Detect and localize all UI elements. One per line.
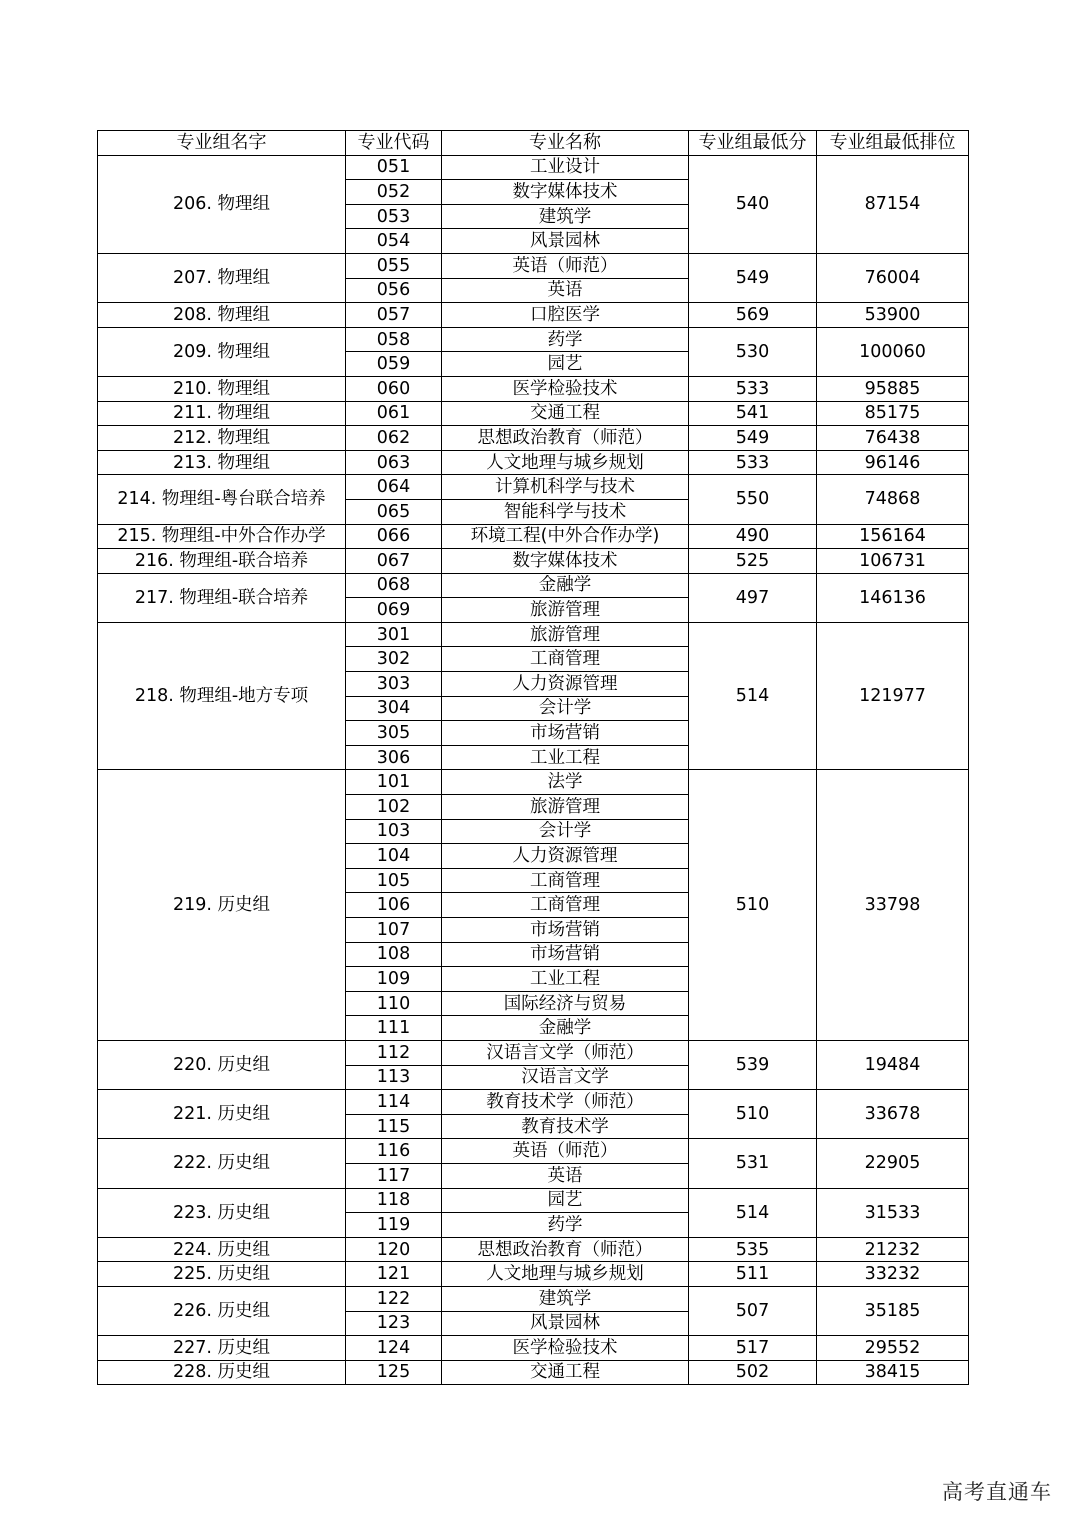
major-name-cell: 教育技术学（师范） xyxy=(442,1090,689,1115)
major-name-cell: 汉语言文学 xyxy=(442,1065,689,1090)
major-name-cell: 智能科学与技术 xyxy=(442,499,689,524)
table-row xyxy=(98,549,969,574)
major-name-cell: 工商管理 xyxy=(442,893,689,918)
major-code-cell: 117 xyxy=(346,1163,442,1188)
group-name-cell: 212. 物理组 xyxy=(98,426,346,451)
min-rank-cell: 19484 xyxy=(817,1040,969,1089)
major-name-cell: 教育技术学 xyxy=(442,1114,689,1139)
major-code-cell: 063 xyxy=(346,450,442,475)
table-row xyxy=(98,1188,969,1213)
table-row xyxy=(98,426,969,451)
major-name-cell: 环境工程(中外合作办学) xyxy=(442,524,689,549)
major-name-cell: 风景园林 xyxy=(442,229,689,254)
major-name-cell: 旅游管理 xyxy=(442,598,689,623)
header-major-name: 专业名称 xyxy=(442,131,689,156)
min-score-cell: 550 xyxy=(689,475,817,524)
min-rank-cell: 156164 xyxy=(817,524,969,549)
major-name-cell: 会计学 xyxy=(442,696,689,721)
major-code-cell: 124 xyxy=(346,1336,442,1361)
table-row xyxy=(98,155,969,180)
major-code-cell: 304 xyxy=(346,696,442,721)
min-rank-cell: 33798 xyxy=(817,770,969,1041)
min-rank-cell: 33232 xyxy=(817,1262,969,1287)
major-code-cell: 113 xyxy=(346,1065,442,1090)
major-name-cell: 思想政治教育（师范） xyxy=(442,426,689,451)
group-name-cell: 228. 历史组 xyxy=(98,1360,346,1385)
min-score-cell: 514 xyxy=(689,1188,817,1237)
major-code-cell: 060 xyxy=(346,376,442,401)
major-name-cell: 人力资源管理 xyxy=(442,672,689,697)
group-name-cell: 219. 历史组 xyxy=(98,770,346,1041)
min-rank-cell: 121977 xyxy=(817,622,969,770)
table-row xyxy=(98,1360,969,1385)
table-row xyxy=(98,1040,969,1065)
min-rank-cell: 29552 xyxy=(817,1336,969,1361)
major-code-cell: 101 xyxy=(346,770,442,795)
min-rank-cell: 95885 xyxy=(817,376,969,401)
major-name-cell: 法学 xyxy=(442,770,689,795)
header-major-code: 专业代码 xyxy=(346,131,442,156)
major-code-cell: 103 xyxy=(346,819,442,844)
major-code-cell: 055 xyxy=(346,253,442,278)
major-code-cell: 121 xyxy=(346,1262,442,1287)
min-rank-cell: 74868 xyxy=(817,475,969,524)
group-name-cell: 207. 物理组 xyxy=(98,253,346,302)
group-name-cell: 226. 历史组 xyxy=(98,1286,346,1335)
group-name-cell: 217. 物理组-联合培养 xyxy=(98,573,346,622)
min-score-cell: 539 xyxy=(689,1040,817,1089)
min-rank-cell: 22905 xyxy=(817,1139,969,1188)
major-code-cell: 066 xyxy=(346,524,442,549)
min-score-cell: 541 xyxy=(689,401,817,426)
group-name-cell: 224. 历史组 xyxy=(98,1237,346,1262)
major-code-cell: 104 xyxy=(346,844,442,869)
group-name-cell: 214. 物理组-粤台联合培养 xyxy=(98,475,346,524)
header-group-name: 专业组名字 xyxy=(98,131,346,156)
min-rank-cell: 53900 xyxy=(817,303,969,328)
major-code-cell: 054 xyxy=(346,229,442,254)
min-rank-cell: 96146 xyxy=(817,450,969,475)
major-name-cell: 建筑学 xyxy=(442,1286,689,1311)
table-row xyxy=(98,1286,969,1311)
min-score-cell: 535 xyxy=(689,1237,817,1262)
major-name-cell: 人文地理与城乡规划 xyxy=(442,450,689,475)
major-code-cell: 116 xyxy=(346,1139,442,1164)
group-name-cell: 208. 物理组 xyxy=(98,303,346,328)
major-name-cell: 计算机科学与技术 xyxy=(442,475,689,500)
major-name-cell: 交通工程 xyxy=(442,1360,689,1385)
group-name-cell: 225. 历史组 xyxy=(98,1262,346,1287)
major-name-cell: 金融学 xyxy=(442,573,689,598)
min-rank-cell: 31533 xyxy=(817,1188,969,1237)
major-name-cell: 国际经济与贸易 xyxy=(442,991,689,1016)
major-name-cell: 市场营销 xyxy=(442,918,689,943)
min-score-cell: 490 xyxy=(689,524,817,549)
min-score-cell: 497 xyxy=(689,573,817,622)
group-name-cell: 218. 物理组-地方专项 xyxy=(98,622,346,770)
group-name-cell: 221. 历史组 xyxy=(98,1090,346,1139)
major-code-cell: 110 xyxy=(346,991,442,1016)
table-row xyxy=(98,327,969,352)
group-name-cell: 206. 物理组 xyxy=(98,155,346,253)
table-row xyxy=(98,450,969,475)
group-name-cell: 222. 历史组 xyxy=(98,1139,346,1188)
major-code-cell: 065 xyxy=(346,499,442,524)
table-row xyxy=(98,401,969,426)
major-name-cell: 工业工程 xyxy=(442,967,689,992)
major-name-cell: 英语 xyxy=(442,278,689,303)
major-name-cell: 建筑学 xyxy=(442,204,689,229)
major-code-cell: 302 xyxy=(346,647,442,672)
min-rank-cell: 85175 xyxy=(817,401,969,426)
major-code-cell: 052 xyxy=(346,180,442,205)
min-rank-cell: 106731 xyxy=(817,549,969,574)
min-rank-cell: 38415 xyxy=(817,1360,969,1385)
major-name-cell: 汉语言文学（师范） xyxy=(442,1040,689,1065)
group-name-cell: 216. 物理组-联合培养 xyxy=(98,549,346,574)
min-rank-cell: 76004 xyxy=(817,253,969,302)
major-code-cell: 061 xyxy=(346,401,442,426)
table-row xyxy=(98,770,969,795)
min-score-cell: 549 xyxy=(689,253,817,302)
min-score-cell: 507 xyxy=(689,1286,817,1335)
min-score-cell: 533 xyxy=(689,376,817,401)
min-score-cell: 531 xyxy=(689,1139,817,1188)
table-header-row xyxy=(98,131,969,156)
header-min-score: 专业组最低分 xyxy=(689,131,817,156)
major-code-cell: 114 xyxy=(346,1090,442,1115)
min-score-cell: 511 xyxy=(689,1262,817,1287)
major-code-cell: 056 xyxy=(346,278,442,303)
major-code-cell: 059 xyxy=(346,352,442,377)
admission-score-table xyxy=(97,130,969,1385)
group-name-cell: 213. 物理组 xyxy=(98,450,346,475)
major-code-cell: 301 xyxy=(346,622,442,647)
major-name-cell: 英语（师范） xyxy=(442,1139,689,1164)
major-name-cell: 人文地理与城乡规划 xyxy=(442,1262,689,1287)
header-min-rank: 专业组最低排位 xyxy=(817,131,969,156)
major-code-cell: 305 xyxy=(346,721,442,746)
major-code-cell: 109 xyxy=(346,967,442,992)
group-name-cell: 223. 历史组 xyxy=(98,1188,346,1237)
major-name-cell: 英语（师范） xyxy=(442,253,689,278)
major-code-cell: 107 xyxy=(346,918,442,943)
min-score-cell: 530 xyxy=(689,327,817,376)
major-code-cell: 102 xyxy=(346,795,442,820)
table-body xyxy=(98,155,969,1385)
min-score-cell: 525 xyxy=(689,549,817,574)
table-row xyxy=(98,253,969,278)
major-code-cell: 068 xyxy=(346,573,442,598)
major-code-cell: 111 xyxy=(346,1016,442,1041)
major-code-cell: 306 xyxy=(346,745,442,770)
major-code-cell: 057 xyxy=(346,303,442,328)
major-name-cell: 金融学 xyxy=(442,1016,689,1041)
major-code-cell: 062 xyxy=(346,426,442,451)
major-name-cell: 旅游管理 xyxy=(442,622,689,647)
major-code-cell: 115 xyxy=(346,1114,442,1139)
major-code-cell: 120 xyxy=(346,1237,442,1262)
major-name-cell: 市场营销 xyxy=(442,942,689,967)
major-code-cell: 051 xyxy=(346,155,442,180)
major-code-cell: 064 xyxy=(346,475,442,500)
min-rank-cell: 21232 xyxy=(817,1237,969,1262)
min-rank-cell: 146136 xyxy=(817,573,969,622)
major-name-cell: 口腔医学 xyxy=(442,303,689,328)
major-code-cell: 123 xyxy=(346,1311,442,1336)
major-name-cell: 数字媒体技术 xyxy=(442,549,689,574)
table-row xyxy=(98,1139,969,1164)
min-score-cell: 517 xyxy=(689,1336,817,1361)
table-row xyxy=(98,622,969,647)
table-row xyxy=(98,524,969,549)
major-code-cell: 053 xyxy=(346,204,442,229)
major-code-cell: 112 xyxy=(346,1040,442,1065)
major-code-cell: 069 xyxy=(346,598,442,623)
group-name-cell: 215. 物理组-中外合作办学 xyxy=(98,524,346,549)
table-row xyxy=(98,1237,969,1262)
min-score-cell: 533 xyxy=(689,450,817,475)
major-name-cell: 数字媒体技术 xyxy=(442,180,689,205)
major-name-cell: 交通工程 xyxy=(442,401,689,426)
watermark-text: 高考直通车 xyxy=(942,1480,1052,1504)
min-rank-cell: 100060 xyxy=(817,327,969,376)
min-score-cell: 549 xyxy=(689,426,817,451)
table-row xyxy=(98,475,969,500)
min-score-cell: 540 xyxy=(689,155,817,253)
table-row xyxy=(98,1262,969,1287)
major-code-cell: 125 xyxy=(346,1360,442,1385)
major-name-cell: 工业工程 xyxy=(442,745,689,770)
major-code-cell: 105 xyxy=(346,868,442,893)
major-name-cell: 药学 xyxy=(442,1213,689,1238)
table-row xyxy=(98,303,969,328)
min-score-cell: 510 xyxy=(689,770,817,1041)
major-name-cell: 药学 xyxy=(442,327,689,352)
major-name-cell: 旅游管理 xyxy=(442,795,689,820)
major-code-cell: 058 xyxy=(346,327,442,352)
major-code-cell: 118 xyxy=(346,1188,442,1213)
min-score-cell: 502 xyxy=(689,1360,817,1385)
major-code-cell: 067 xyxy=(346,549,442,574)
table-row xyxy=(98,1090,969,1115)
min-score-cell: 514 xyxy=(689,622,817,770)
major-name-cell: 医学检验技术 xyxy=(442,1336,689,1361)
min-rank-cell: 76438 xyxy=(817,426,969,451)
major-code-cell: 122 xyxy=(346,1286,442,1311)
group-name-cell: 210. 物理组 xyxy=(98,376,346,401)
min-score-cell: 569 xyxy=(689,303,817,328)
min-rank-cell: 33678 xyxy=(817,1090,969,1139)
major-name-cell: 思想政治教育（师范） xyxy=(442,1237,689,1262)
major-code-cell: 108 xyxy=(346,942,442,967)
group-name-cell: 220. 历史组 xyxy=(98,1040,346,1089)
min-rank-cell: 35185 xyxy=(817,1286,969,1335)
major-name-cell: 人力资源管理 xyxy=(442,844,689,869)
major-name-cell: 园艺 xyxy=(442,1188,689,1213)
major-name-cell: 市场营销 xyxy=(442,721,689,746)
major-name-cell: 工商管理 xyxy=(442,868,689,893)
major-code-cell: 106 xyxy=(346,893,442,918)
major-code-cell: 119 xyxy=(346,1213,442,1238)
major-name-cell: 英语 xyxy=(442,1163,689,1188)
major-name-cell: 会计学 xyxy=(442,819,689,844)
major-name-cell: 园艺 xyxy=(442,352,689,377)
min-score-cell: 510 xyxy=(689,1090,817,1139)
table-row xyxy=(98,573,969,598)
group-name-cell: 211. 物理组 xyxy=(98,401,346,426)
major-name-cell: 工业设计 xyxy=(442,155,689,180)
major-name-cell: 风景园林 xyxy=(442,1311,689,1336)
min-rank-cell: 87154 xyxy=(817,155,969,253)
major-name-cell: 工商管理 xyxy=(442,647,689,672)
group-name-cell: 209. 物理组 xyxy=(98,327,346,376)
major-name-cell: 医学检验技术 xyxy=(442,376,689,401)
major-code-cell: 303 xyxy=(346,672,442,697)
table-row xyxy=(98,1336,969,1361)
group-name-cell: 227. 历史组 xyxy=(98,1336,346,1361)
table-row xyxy=(98,376,969,401)
